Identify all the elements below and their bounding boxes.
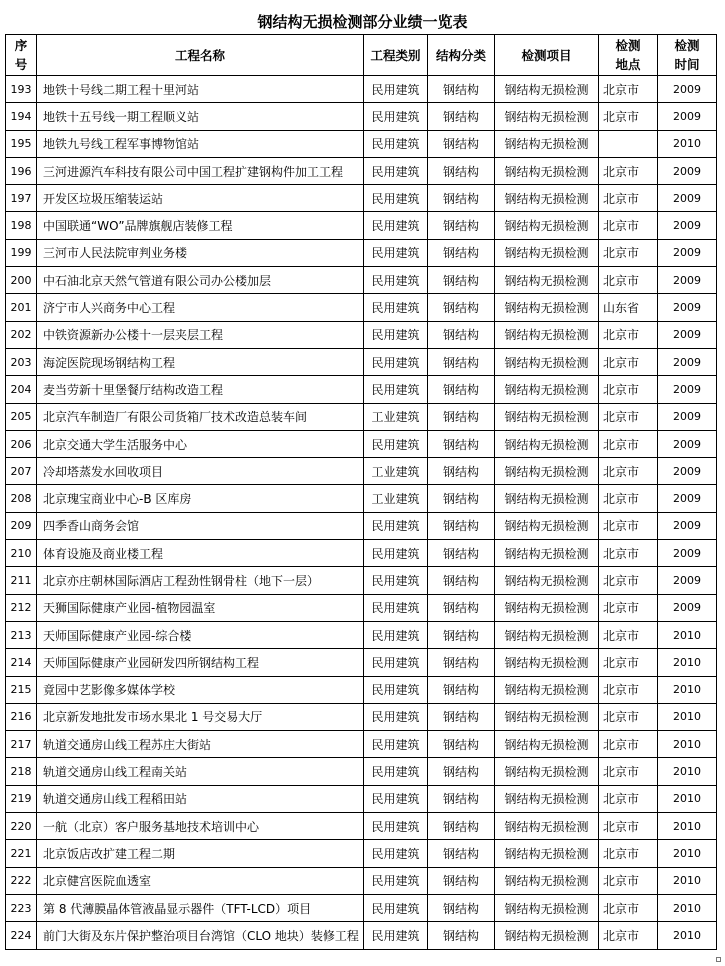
header-inspection-time: 检测时间 <box>658 35 717 76</box>
table-row <box>6 458 717 485</box>
row-project-name: 天狮国际健康产业园-植物园温室 <box>37 594 364 621</box>
row-inspection-location: 北京市 <box>599 594 658 621</box>
row-inspection-item: 钢结构无损检测 <box>495 267 599 294</box>
table-row <box>6 813 717 840</box>
row-structure-type: 钢结构 <box>428 840 495 867</box>
row-inspection-location: 北京市 <box>599 458 658 485</box>
row-serial-number: 193 <box>6 76 37 103</box>
row-inspection-time: 2009 <box>658 458 717 485</box>
table-row <box>6 76 717 103</box>
row-inspection-item: 钢结构无损检测 <box>495 321 599 348</box>
table-row <box>6 540 717 567</box>
row-inspection-location: 北京市 <box>599 703 658 730</box>
row-project-type: 民用建筑 <box>364 540 428 567</box>
row-structure-type: 钢结构 <box>428 130 495 157</box>
row-structure-type: 钢结构 <box>428 649 495 676</box>
row-inspection-location: 北京市 <box>599 867 658 894</box>
header-project-name: 工程名称 <box>37 35 364 76</box>
table-row <box>6 512 717 539</box>
table-row <box>6 348 717 375</box>
row-project-name: 第 8 代薄膜晶体管液晶显示器件（TFT-LCD）项目 <box>37 894 364 921</box>
row-inspection-item: 钢结构无损检测 <box>495 567 599 594</box>
row-project-type: 民用建筑 <box>364 867 428 894</box>
row-project-type: 民用建筑 <box>364 185 428 212</box>
row-project-type: 民用建筑 <box>364 157 428 184</box>
table-row <box>6 185 717 212</box>
row-inspection-item: 钢结构无损检测 <box>495 212 599 239</box>
row-inspection-item: 钢结构无损检测 <box>495 294 599 321</box>
row-project-name: 一航（北京）客户服务基地技术培训中心 <box>37 813 364 840</box>
row-serial-number: 198 <box>6 212 37 239</box>
row-serial-number: 203 <box>6 348 37 375</box>
row-inspection-time: 2009 <box>658 157 717 184</box>
table-row <box>6 321 717 348</box>
row-inspection-item: 钢结构无损检测 <box>495 103 599 130</box>
table-row <box>6 840 717 867</box>
row-structure-type: 钢结构 <box>428 239 495 266</box>
table-row <box>6 239 717 266</box>
row-serial-number: 194 <box>6 103 37 130</box>
row-inspection-item: 钢结构无损检测 <box>495 430 599 457</box>
header-serial-number: 序号 <box>6 35 37 76</box>
row-inspection-time: 2009 <box>658 321 717 348</box>
row-project-name: 北京瑰宝商业中心-B 区库房 <box>37 485 364 512</box>
table-row <box>6 485 717 512</box>
row-project-name: 济宁市人兴商务中心工程 <box>37 294 364 321</box>
table-row <box>6 894 717 921</box>
table-row <box>6 649 717 676</box>
row-project-type: 民用建筑 <box>364 758 428 785</box>
row-inspection-time: 2010 <box>658 813 717 840</box>
row-inspection-time: 2010 <box>658 922 717 949</box>
row-inspection-time: 2010 <box>658 621 717 648</box>
row-serial-number: 217 <box>6 731 37 758</box>
row-structure-type: 钢结构 <box>428 621 495 648</box>
row-structure-type: 钢结构 <box>428 894 495 921</box>
table-row <box>6 567 717 594</box>
row-inspection-item: 钢结构无损检测 <box>495 130 599 157</box>
row-structure-type: 钢结构 <box>428 294 495 321</box>
row-inspection-time: 2009 <box>658 512 717 539</box>
row-inspection-item: 钢结构无损检测 <box>495 867 599 894</box>
row-inspection-item: 钢结构无损检测 <box>495 76 599 103</box>
row-inspection-time: 2009 <box>658 567 717 594</box>
row-inspection-item: 钢结构无损检测 <box>495 758 599 785</box>
table-row <box>6 676 717 703</box>
table-row <box>6 703 717 730</box>
row-project-name: 竟园中艺影像多媒体学校 <box>37 676 364 703</box>
row-project-type: 民用建筑 <box>364 840 428 867</box>
row-inspection-time: 2009 <box>658 267 717 294</box>
page-title: 钢结构无损检测部分业绩一览表 <box>257 13 468 31</box>
row-project-name: 轨道交通房山线工程苏庄大街站 <box>37 731 364 758</box>
row-inspection-location: 北京市 <box>599 758 658 785</box>
row-inspection-time: 2009 <box>658 403 717 430</box>
row-serial-number: 205 <box>6 403 37 430</box>
row-structure-type: 钢结构 <box>428 785 495 812</box>
row-project-type: 工业建筑 <box>364 485 428 512</box>
table-row <box>6 430 717 457</box>
row-serial-number: 214 <box>6 649 37 676</box>
row-project-type: 民用建筑 <box>364 212 428 239</box>
row-inspection-time: 2010 <box>658 894 717 921</box>
row-project-name: 北京健宫医院血透室 <box>37 867 364 894</box>
row-inspection-location: 北京市 <box>599 157 658 184</box>
row-inspection-time: 2010 <box>658 867 717 894</box>
row-inspection-item: 钢结构无损检测 <box>495 840 599 867</box>
header-project-type: 工程类别 <box>364 35 428 76</box>
row-project-name: 中石油北京天然气管道有限公司办公楼加层 <box>37 267 364 294</box>
row-project-type: 民用建筑 <box>364 130 428 157</box>
row-inspection-time: 2010 <box>658 649 717 676</box>
row-project-name: 轨道交通房山线工程南关站 <box>37 758 364 785</box>
row-structure-type: 钢结构 <box>428 703 495 730</box>
row-serial-number: 195 <box>6 130 37 157</box>
row-inspection-time: 2009 <box>658 76 717 103</box>
row-inspection-item: 钢结构无损检测 <box>495 348 599 375</box>
row-inspection-item: 钢结构无损检测 <box>495 621 599 648</box>
row-inspection-item: 钢结构无损检测 <box>495 403 599 430</box>
row-inspection-item: 钢结构无损检测 <box>495 594 599 621</box>
row-inspection-location: 北京市 <box>599 840 658 867</box>
row-inspection-location: 北京市 <box>599 76 658 103</box>
row-structure-type: 钢结构 <box>428 512 495 539</box>
row-structure-type: 钢结构 <box>428 867 495 894</box>
row-inspection-item: 钢结构无损检测 <box>495 376 599 403</box>
row-inspection-location: 北京市 <box>599 512 658 539</box>
row-project-name: 天师国际健康产业园-综合楼 <box>37 621 364 648</box>
row-inspection-location: 北京市 <box>599 649 658 676</box>
row-serial-number: 221 <box>6 840 37 867</box>
row-inspection-item: 钢结构无损检测 <box>495 485 599 512</box>
row-inspection-location: 北京市 <box>599 430 658 457</box>
row-serial-number: 215 <box>6 676 37 703</box>
performance-table <box>5 34 717 950</box>
row-structure-type: 钢结构 <box>428 485 495 512</box>
row-structure-type: 钢结构 <box>428 567 495 594</box>
row-project-name: 地铁十号线二期工程十里河站 <box>37 76 364 103</box>
table-row <box>6 594 717 621</box>
row-structure-type: 钢结构 <box>428 594 495 621</box>
table-row <box>6 267 717 294</box>
row-serial-number: 211 <box>6 567 37 594</box>
row-structure-type: 钢结构 <box>428 430 495 457</box>
row-project-type: 民用建筑 <box>364 813 428 840</box>
row-inspection-time: 2009 <box>658 485 717 512</box>
row-inspection-location: 北京市 <box>599 621 658 648</box>
row-structure-type: 钢结构 <box>428 348 495 375</box>
row-project-name: 北京新发地批发市场水果北 1 号交易大厅 <box>37 703 364 730</box>
row-project-name: 三河市人民法院审判业务楼 <box>37 239 364 266</box>
row-project-type: 民用建筑 <box>364 567 428 594</box>
row-inspection-item: 钢结构无损检测 <box>495 649 599 676</box>
row-project-type: 民用建筑 <box>364 239 428 266</box>
row-inspection-time: 2009 <box>658 294 717 321</box>
row-project-type: 民用建筑 <box>364 731 428 758</box>
row-inspection-item: 钢结构无损检测 <box>495 458 599 485</box>
row-serial-number: 222 <box>6 867 37 894</box>
row-inspection-item: 钢结构无损检测 <box>495 731 599 758</box>
row-structure-type: 钢结构 <box>428 458 495 485</box>
row-inspection-item: 钢结构无损检测 <box>495 813 599 840</box>
row-inspection-location: 北京市 <box>599 239 658 266</box>
row-inspection-item: 钢结构无损检测 <box>495 157 599 184</box>
table-row <box>6 403 717 430</box>
row-inspection-location: 北京市 <box>599 321 658 348</box>
row-project-type: 民用建筑 <box>364 103 428 130</box>
row-project-type: 民用建筑 <box>364 922 428 949</box>
row-inspection-time: 2009 <box>658 594 717 621</box>
row-inspection-item: 钢结构无损检测 <box>495 540 599 567</box>
row-structure-type: 钢结构 <box>428 185 495 212</box>
row-inspection-item: 钢结构无损检测 <box>495 676 599 703</box>
row-structure-type: 钢结构 <box>428 157 495 184</box>
row-inspection-time: 2010 <box>658 785 717 812</box>
row-inspection-location <box>599 130 658 157</box>
row-inspection-time: 2009 <box>658 212 717 239</box>
row-structure-type: 钢结构 <box>428 76 495 103</box>
row-project-name: 中国联通“WO”品牌旗舰店装修工程 <box>37 212 364 239</box>
row-serial-number: 207 <box>6 458 37 485</box>
row-serial-number: 199 <box>6 239 37 266</box>
row-project-type: 民用建筑 <box>364 376 428 403</box>
row-inspection-item: 钢结构无损检测 <box>495 922 599 949</box>
row-project-name: 北京亦庄朝林国际酒店工程劲性钢骨柱（地下一层） <box>37 567 364 594</box>
row-serial-number: 204 <box>6 376 37 403</box>
row-serial-number: 220 <box>6 813 37 840</box>
row-project-type: 民用建筑 <box>364 321 428 348</box>
row-inspection-item: 钢结构无损检测 <box>495 185 599 212</box>
row-inspection-location: 北京市 <box>599 785 658 812</box>
row-inspection-location: 北京市 <box>599 403 658 430</box>
table-row <box>6 294 717 321</box>
row-project-type: 民用建筑 <box>364 294 428 321</box>
row-project-name: 体育设施及商业楼工程 <box>37 540 364 567</box>
row-inspection-time: 2009 <box>658 103 717 130</box>
row-project-type: 民用建筑 <box>364 676 428 703</box>
row-project-name: 海淀医院现场钢结构工程 <box>37 348 364 375</box>
header-structure-type: 结构分类 <box>428 35 495 76</box>
row-inspection-time: 2009 <box>658 540 717 567</box>
row-serial-number: 210 <box>6 540 37 567</box>
row-project-name: 冷却塔蒸发水回收项目 <box>37 458 364 485</box>
row-structure-type: 钢结构 <box>428 540 495 567</box>
row-inspection-location: 北京市 <box>599 676 658 703</box>
table-row <box>6 785 717 812</box>
row-structure-type: 钢结构 <box>428 403 495 430</box>
table-row <box>6 867 717 894</box>
row-project-name: 地铁十五号线一期工程顺义站 <box>37 103 364 130</box>
row-inspection-time: 2010 <box>658 703 717 730</box>
row-inspection-time: 2009 <box>658 239 717 266</box>
header-inspection-item: 检测项目 <box>495 35 599 76</box>
row-project-type: 民用建筑 <box>364 594 428 621</box>
row-inspection-time: 2010 <box>658 731 717 758</box>
row-serial-number: 213 <box>6 621 37 648</box>
row-project-type: 工业建筑 <box>364 403 428 430</box>
row-serial-number: 202 <box>6 321 37 348</box>
row-project-name: 北京汽车制造厂有限公司货箱厂技术改造总装车间 <box>37 403 364 430</box>
table-row <box>6 103 717 130</box>
row-inspection-location: 北京市 <box>599 185 658 212</box>
row-project-name: 天师国际健康产业园研发四所钢结构工程 <box>37 649 364 676</box>
row-project-type: 民用建筑 <box>364 267 428 294</box>
row-inspection-time: 2009 <box>658 430 717 457</box>
table-row <box>6 212 717 239</box>
table-row <box>6 621 717 648</box>
row-inspection-location: 北京市 <box>599 922 658 949</box>
row-project-type: 工业建筑 <box>364 458 428 485</box>
row-inspection-item: 钢结构无损检测 <box>495 512 599 539</box>
row-project-type: 民用建筑 <box>364 512 428 539</box>
row-project-type: 民用建筑 <box>364 785 428 812</box>
table-header-row <box>6 35 717 76</box>
row-inspection-location: 北京市 <box>599 485 658 512</box>
row-structure-type: 钢结构 <box>428 813 495 840</box>
row-project-name: 轨道交通房山线工程稻田站 <box>37 785 364 812</box>
row-inspection-time: 2009 <box>658 348 717 375</box>
row-inspection-location: 北京市 <box>599 813 658 840</box>
header-inspection-location: 检测地点 <box>599 35 658 76</box>
row-inspection-location: 北京市 <box>599 103 658 130</box>
row-serial-number: 197 <box>6 185 37 212</box>
row-project-type: 民用建筑 <box>364 703 428 730</box>
row-inspection-item: 钢结构无损检测 <box>495 894 599 921</box>
row-project-name: 麦当劳新十里堡餐厅结构改造工程 <box>37 376 364 403</box>
row-serial-number: 209 <box>6 512 37 539</box>
row-inspection-item: 钢结构无损检测 <box>495 703 599 730</box>
row-inspection-time: 2009 <box>658 185 717 212</box>
page-corner-marker <box>716 957 721 962</box>
row-inspection-time: 2010 <box>658 130 717 157</box>
row-inspection-location: 北京市 <box>599 894 658 921</box>
row-serial-number: 223 <box>6 894 37 921</box>
row-project-name: 地铁九号线工程军事博物馆站 <box>37 130 364 157</box>
table-row <box>6 157 717 184</box>
row-structure-type: 钢结构 <box>428 676 495 703</box>
row-inspection-location: 北京市 <box>599 348 658 375</box>
row-inspection-location: 北京市 <box>599 376 658 403</box>
table-row <box>6 376 717 403</box>
row-project-name: 开发区垃圾压缩装运站 <box>37 185 364 212</box>
row-structure-type: 钢结构 <box>428 267 495 294</box>
row-serial-number: 219 <box>6 785 37 812</box>
row-project-type: 民用建筑 <box>364 76 428 103</box>
row-inspection-time: 2010 <box>658 676 717 703</box>
row-structure-type: 钢结构 <box>428 731 495 758</box>
row-inspection-location: 北京市 <box>599 212 658 239</box>
row-serial-number: 208 <box>6 485 37 512</box>
table-row <box>6 731 717 758</box>
row-serial-number: 218 <box>6 758 37 785</box>
row-serial-number: 200 <box>6 267 37 294</box>
row-serial-number: 224 <box>6 922 37 949</box>
row-serial-number: 216 <box>6 703 37 730</box>
row-serial-number: 206 <box>6 430 37 457</box>
row-inspection-location: 北京市 <box>599 540 658 567</box>
row-inspection-time: 2010 <box>658 758 717 785</box>
row-project-type: 民用建筑 <box>364 894 428 921</box>
row-project-type: 民用建筑 <box>364 348 428 375</box>
row-serial-number: 212 <box>6 594 37 621</box>
row-serial-number: 196 <box>6 157 37 184</box>
row-inspection-item: 钢结构无损检测 <box>495 785 599 812</box>
row-serial-number: 201 <box>6 294 37 321</box>
row-inspection-location: 北京市 <box>599 567 658 594</box>
row-inspection-location: 山东省 <box>599 294 658 321</box>
row-project-name: 北京交通大学生活服务中心 <box>37 430 364 457</box>
row-project-name: 四季香山商务会馆 <box>37 512 364 539</box>
row-project-type: 民用建筑 <box>364 621 428 648</box>
table-row <box>6 758 717 785</box>
row-structure-type: 钢结构 <box>428 376 495 403</box>
row-inspection-time: 2010 <box>658 840 717 867</box>
row-inspection-time: 2009 <box>658 376 717 403</box>
table-row <box>6 130 717 157</box>
row-inspection-location: 北京市 <box>599 267 658 294</box>
row-inspection-item: 钢结构无损检测 <box>495 239 599 266</box>
row-structure-type: 钢结构 <box>428 103 495 130</box>
row-project-type: 民用建筑 <box>364 649 428 676</box>
row-inspection-location: 北京市 <box>599 731 658 758</box>
row-structure-type: 钢结构 <box>428 212 495 239</box>
row-structure-type: 钢结构 <box>428 321 495 348</box>
row-project-name: 前门大街及东片保护整治项目台湾馆（CLO 地块）装修工程 <box>37 922 364 949</box>
row-structure-type: 钢结构 <box>428 922 495 949</box>
table-row <box>6 922 717 949</box>
row-project-name: 中铁资源新办公楼十一层夹层工程 <box>37 321 364 348</box>
row-project-name: 北京饭店改扩建工程二期 <box>37 840 364 867</box>
row-project-type: 民用建筑 <box>364 430 428 457</box>
row-structure-type: 钢结构 <box>428 758 495 785</box>
row-project-name: 三河进源汽车科技有限公司中国工程扩建钢构件加工工程 <box>37 157 364 184</box>
